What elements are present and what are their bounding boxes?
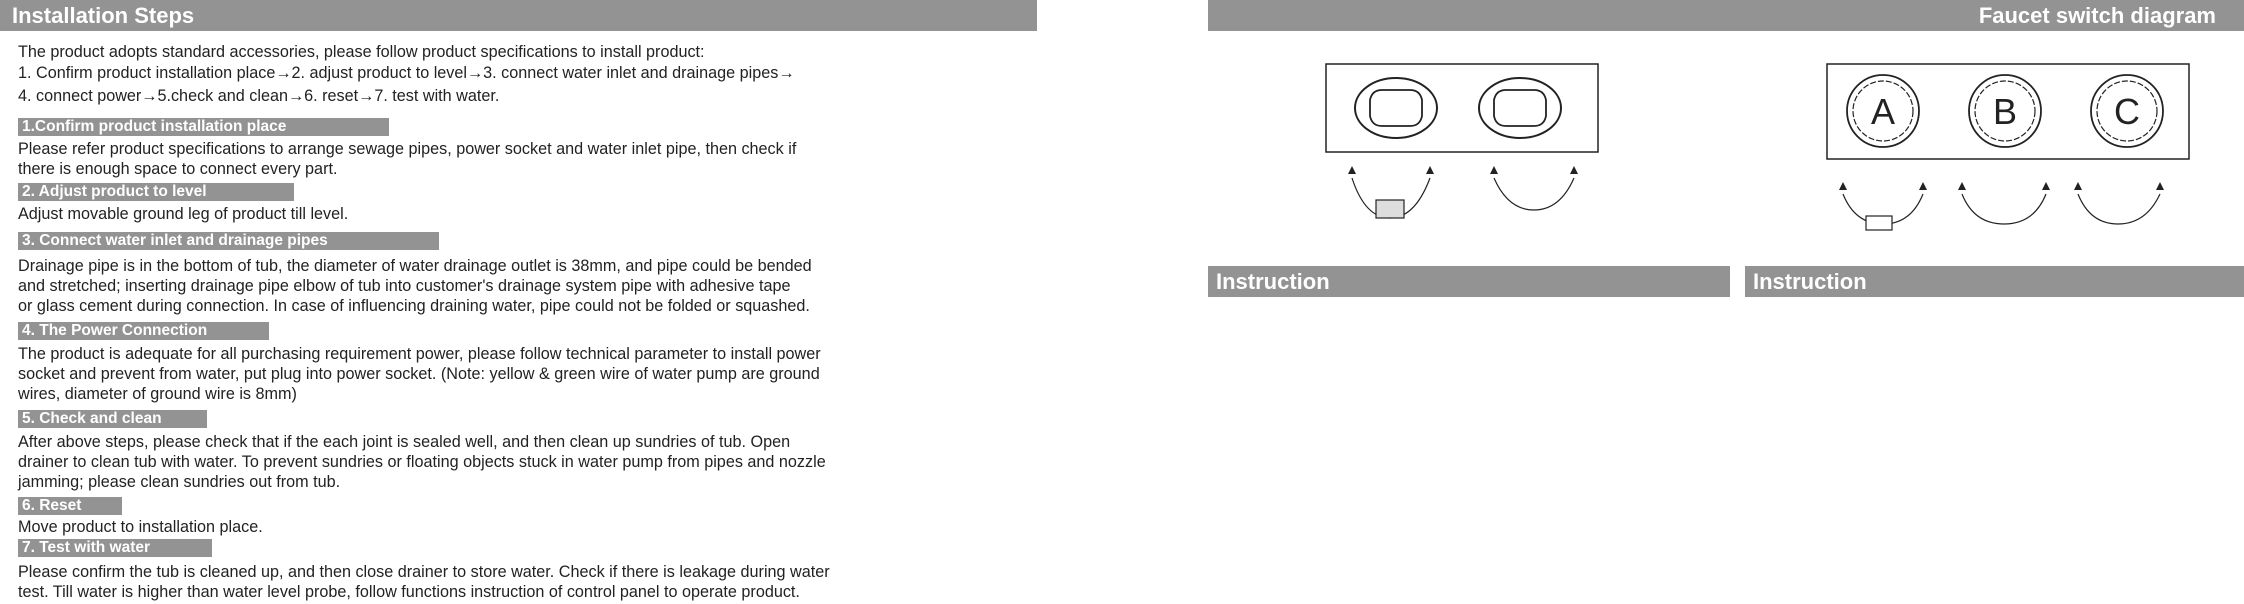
step-2-body: Adjust movable ground leg of product till level. xyxy=(18,205,349,223)
installation-steps-header xyxy=(0,0,1037,31)
instruction-header-left xyxy=(1208,266,1730,297)
step-5-body: After above steps, please check that if the each joint is sealed well, and then clean up sundries of tub. Open drainer to clean tub with water. To prevent sundries or floating objects stuck in water pump from pipes and nozzle jamming; please clean sundries out from tub. xyxy=(18,433,826,491)
knob-a-label: A xyxy=(1870,91,1896,132)
rotation-arrow-a-icon xyxy=(1839,182,1927,230)
intro-line-1: The product adopts standard accessories, please follow product specifications to install product: xyxy=(18,43,705,61)
step-6-heading: 6. Reset xyxy=(18,497,122,515)
intro-line-3: 4. connect power→5.check and clean→6. reset→7. test with water. xyxy=(18,87,500,105)
instruction-title-left: Instruction xyxy=(1216,269,1330,294)
step-4-heading: 4. The Power Connection xyxy=(18,322,269,340)
step-6-body: Move product to installation place. xyxy=(18,518,263,536)
step-4-body: The product is adequate for all purchasing requirement power, please follow technical parameter to install power socket and prevent from water, put plug into power socket. (Note: yellow & green wire of water pump are ground wires, diameter of ground wire is 8mm) xyxy=(18,345,821,403)
installation-steps-title: Installation Steps xyxy=(12,3,195,28)
step-2-heading: 2. Adjust product to level xyxy=(18,183,294,201)
step-3-body: Drainage pipe is in the bottom of tub, the diameter of water drainage outlet is 38mm, and pipe could be bended and stretched; inserting drainage pipe elbow of tub into customer's drainage system pipe with adhesive tape or glass cement during connection. In case of influencing draining water, pipe could not be folded or squashed. xyxy=(18,257,812,315)
rotation-arrow-b-icon xyxy=(1958,182,2050,224)
rotation-arrow-right-icon xyxy=(1490,166,1578,210)
instruction-header-right xyxy=(1745,266,2244,297)
two-knob-faucet-diagram xyxy=(1320,60,1620,230)
step-1-heading: 1.Confirm product installation place xyxy=(18,118,389,136)
step-7-body: Please confirm the tub is cleaned up, and then close drainer to store water. Check if there is leakage during water test. Till water is higher than water level probe, follow functions instruction of control panel to operate product. xyxy=(18,563,830,601)
step-3-heading: 3. Connect water inlet and drainage pipes xyxy=(18,232,439,250)
step-1-body: Please refer product specifications to arrange sewage pipes, power socket and water inlet pipe, then check if there is enough space to connect every part. xyxy=(18,140,797,178)
step-7-heading: 7. Test with water xyxy=(18,539,212,557)
faucet-switch-header xyxy=(1208,0,2244,31)
instruction-title-right: Instruction xyxy=(1753,269,1867,294)
three-knob-faucet-diagram xyxy=(1820,60,2200,240)
rotation-arrow-left-icon xyxy=(1348,166,1434,218)
knob-c-label: C xyxy=(2114,91,2140,132)
step-5-heading: 5. Check and clean xyxy=(18,410,207,428)
faucet-switch-title: Faucet switch diagram xyxy=(1978,3,2216,28)
knob-b-label: B xyxy=(1992,91,2018,132)
rotation-arrow-c-icon xyxy=(2074,182,2164,224)
intro-line-2: 1. Confirm product installation place→2. adjust product to level→3. connect water inlet and drainage pipes→ xyxy=(18,64,795,82)
